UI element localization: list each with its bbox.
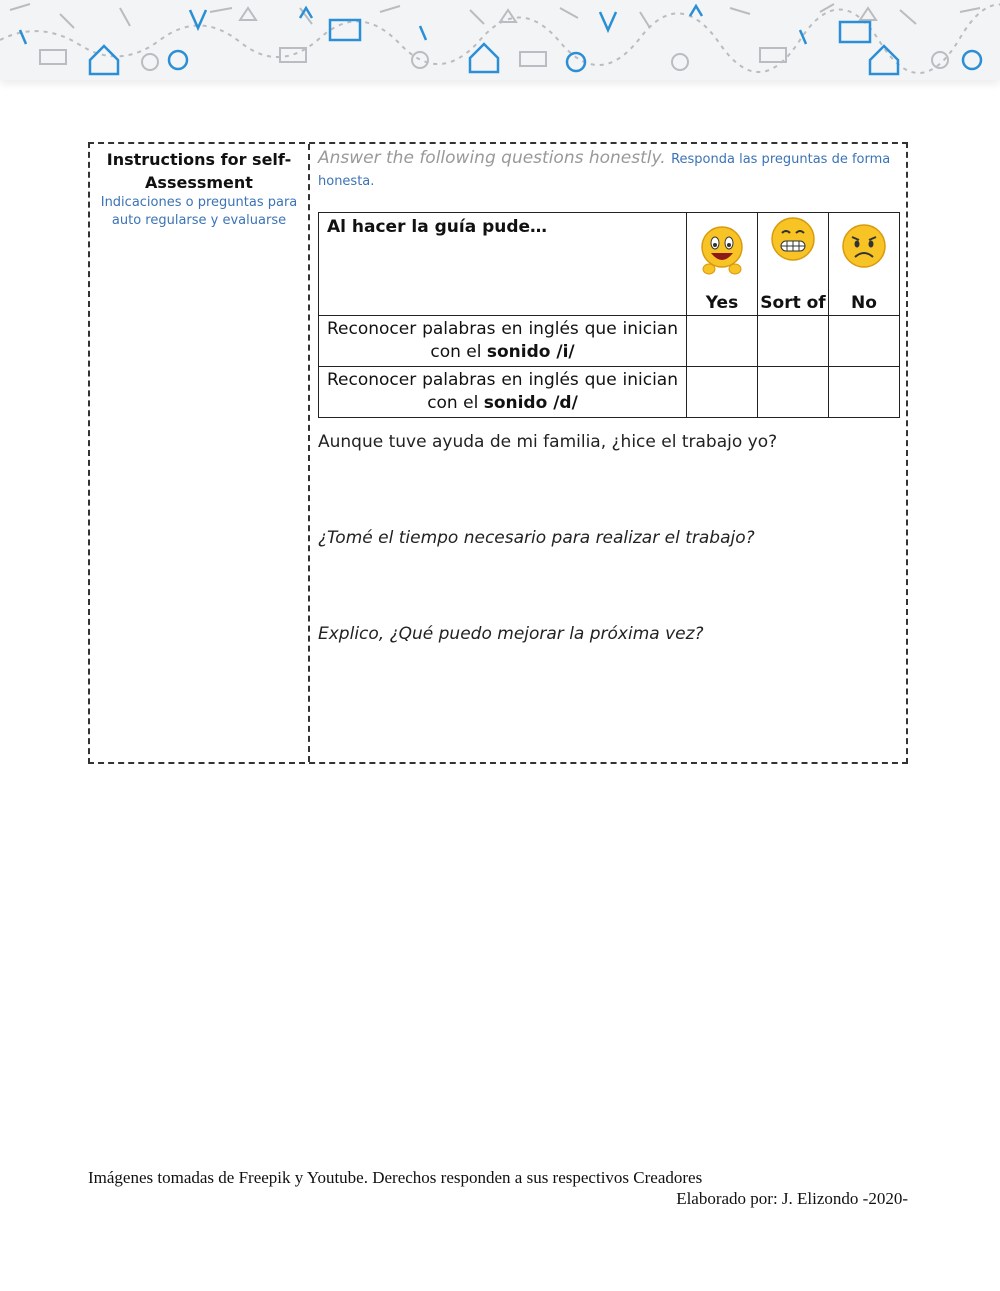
happy-emoji-icon (699, 223, 745, 279)
author-credit: Elaborado por: J. Elizondo -2020- (676, 1189, 908, 1208)
row-sound: sonido /d/ (483, 393, 578, 413)
answer-no-cell[interactable] (829, 316, 900, 367)
row-statement (319, 316, 687, 367)
table-row (319, 316, 900, 367)
table-header-row (319, 213, 900, 316)
assessment-column (318, 148, 904, 644)
question-improve: Explico, ¿Qué puedo mejorar la próxima vez? (318, 624, 704, 644)
question-own-work: Aunque tuve ayuda de mi familia, ¿hice el trabajo yo? (318, 432, 778, 452)
self-assessment-box (88, 142, 908, 764)
column-yes (687, 213, 758, 316)
row-text: Reconocer palabras en inglés que inician con el (327, 319, 678, 362)
sad-emoji-icon (841, 223, 887, 269)
answer-yes-cell[interactable] (687, 367, 758, 418)
instructions-column (94, 148, 304, 230)
column-no-label: No (851, 293, 877, 313)
intro-text (318, 148, 904, 192)
column-sort-of (758, 213, 829, 316)
question-time: ¿Tomé el tiempo necesario para realizar el trabajo? (318, 528, 755, 548)
column-yes-label: Yes (705, 293, 739, 313)
row-statement (319, 367, 687, 418)
column-divider (308, 144, 310, 762)
column-sort-of-label: Sort of (760, 293, 826, 313)
instructions-subtitle: Indicaciones o preguntas para auto regularse y evaluarse (100, 195, 298, 228)
school-doodle-pattern (0, 0, 1000, 80)
intro-spanish: Responda las preguntas de forma honesta. (318, 152, 891, 189)
image-credits: Imágenes tomadas de Freepik y Youtube. Derechos responden a sus respectivos Creadores (88, 1168, 703, 1187)
instructions-title: Instructions for self-Assessment (106, 150, 292, 192)
header-banner (0, 0, 1000, 80)
column-no (829, 213, 900, 316)
row-sound: sonido /i/ (486, 342, 575, 362)
row-text: Reconocer palabras en inglés que inician con el (327, 370, 678, 413)
table-row (319, 367, 900, 418)
assessment-table (318, 212, 900, 418)
answer-sort-of-cell[interactable] (758, 367, 829, 418)
intro-english: Answer the following questions honestly. (318, 148, 666, 168)
answer-yes-cell[interactable] (687, 316, 758, 367)
answer-sort-of-cell[interactable] (758, 316, 829, 367)
answer-no-cell[interactable] (829, 367, 900, 418)
table-header-label: Al hacer la guía pude… (319, 213, 687, 316)
grimace-emoji-icon (770, 216, 816, 262)
